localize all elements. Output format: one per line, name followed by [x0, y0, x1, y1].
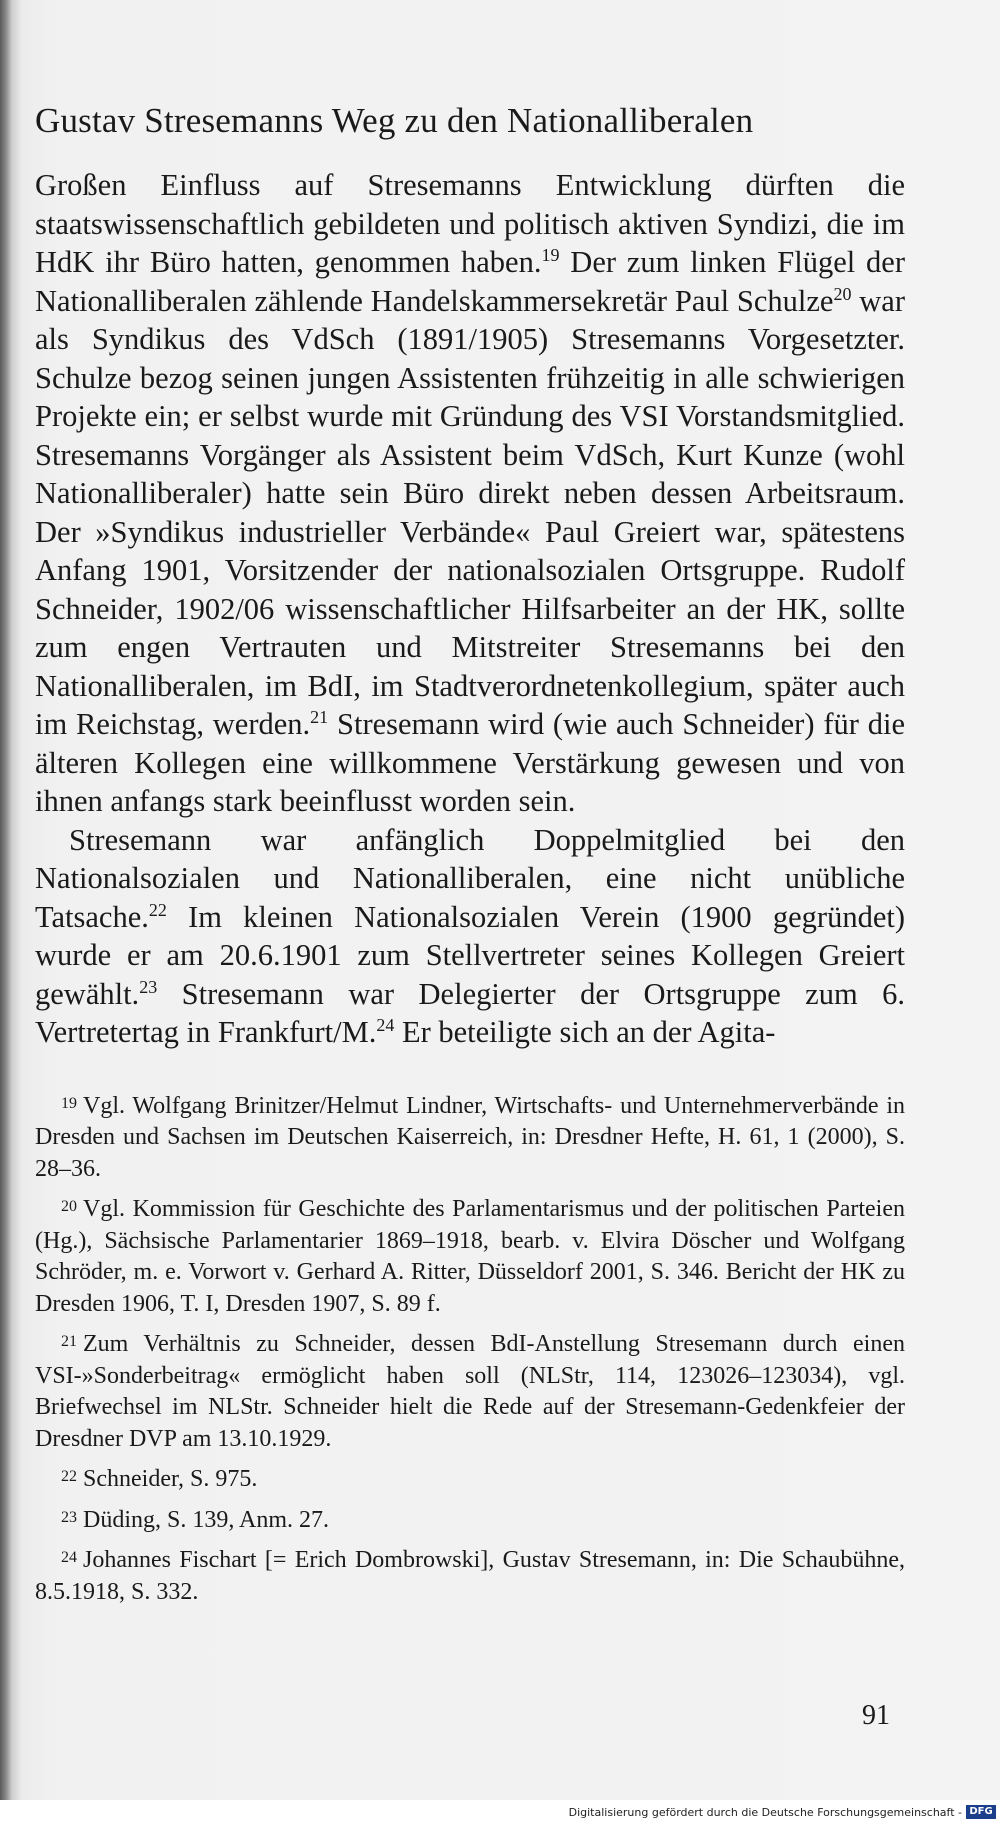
paragraph-text: Im kleinen Nationalsozialen Verein (1900 gegründet) wurde er am 20.6.1901 zum Stellvertreter seines Kollegen Greiert gewählt. — [35, 899, 905, 1011]
footnote-text: Düding, S. 139, Anm. 27. — [83, 1506, 330, 1533]
footnote-number: 20 — [61, 1198, 77, 1215]
digitization-note: Digitalisierung gefördert durch die Deutsche Forschungsgemeinschaft - — [568, 1806, 962, 1819]
footnote — [35, 1191, 905, 1320]
footnote-text: Vgl. Kommission für Geschichte des Parlamentarismus und der politischen Parteien (Hg.), Sächsische Parlamentarier 1869–1918, bearb. v. Elvira Döscher und Wolfgang Schröder, m. e. Vorwort v. Gerhard A. Ritter, Düsseldorf 2001, S. 346. Bericht der HK zu Dresden 1906, T. I, Dresden 1907, S. 89 f. — [35, 1196, 905, 1317]
footnote — [35, 1502, 905, 1537]
footnote-number: 19 — [61, 1094, 77, 1112]
paragraph-text: Großen Einfluss auf Stresemanns Entwicklung dürften die staatswissenschaftlich gebildeten und politisch aktiven Syndizi, die im HdK ihr Büro hatten, genommen haben. — [35, 168, 905, 279]
paragraph-text: Der zum linken Flügel der Nationalliberalen zählende Handelskammersekretär Paul Schulze — [35, 245, 905, 318]
footnote-marker: 21 — [310, 706, 329, 727]
footnote-number: 22 — [61, 1468, 77, 1485]
footnotes — [35, 1088, 905, 1609]
body-text — [35, 166, 905, 1052]
footnote-marker: 20 — [833, 283, 852, 304]
footnote-text: Johannes Fischart [= Erich Dombrowski], Gustav Stresemann, in: Die Schaubühne, 8.5.1918, S. 332. — [35, 1547, 905, 1605]
footnote — [35, 1461, 905, 1496]
paragraph — [35, 821, 905, 1052]
dfg-logo-icon: DFG — [966, 1805, 996, 1819]
footnote — [35, 1326, 905, 1455]
paragraph-text: Stresemann wird (wie auch Schneider) für die älteren Kollegen eine willkommene Verstärkung gewesen und von ihnen anfangs stark beeinflusst worden sein. — [35, 707, 905, 818]
section-heading: Gustav Stresemanns Weg zu den Nationalliberalen — [35, 101, 754, 140]
page-number: 91 — [862, 1700, 890, 1731]
paragraph — [35, 166, 905, 821]
paragraph-text: Er beteiligte sich an der Agita- — [394, 1015, 776, 1049]
footnote-text: Zum Verhältnis zu Schneider, dessen BdI-Anstellung Stresemann durch einen VSI-»Sonderbeitrag« ermöglicht haben soll (NLStr, 114, 123026–123034), vgl. Briefwechsel im NLStr. Schneider hielt die Rede auf der Stresemann-Gedenkfeier der Dresdner DVP am 13.10.1929. — [35, 1331, 905, 1452]
footnote-marker: 22 — [148, 899, 167, 920]
footnote-number: 23 — [61, 1508, 77, 1526]
footnote-marker: 24 — [376, 1014, 395, 1035]
footnote-text: Schneider, S. 975. — [83, 1466, 258, 1492]
footnote-number: 21 — [61, 1333, 77, 1350]
paragraph-text: war als Syndikus des VdSch (1891/1905) Stresemanns Vorgesetzter. Schulze bezog seinen jungen Assistenten frühzeitig in alle schwierigen Projekte ein; er selbst wurde mit Gründung des VSI Vorstandsmitglied. Stresemanns Vorgänger als Assistent beim VdSch, Kurt Kunze (wohl Nationalliberaler) hatte sein Büro direkt neben dessen Arbeitsraum. Der »Syndikus industrieller Verbände« Paul Greiert war, spätestens Anfang 1901, Vorsitzender der nationalsozialen Ortsgruppe. Rudolf Schneider, 1902/06 wissenschaftlicher Hilfsarbeiter an der HK, sollte zum engen Vertrauten und Mitstreiter Stresemanns bei den Nationalliberalen, im BdI, im Stadtverordnetenkollegium, später auch im Reichstag, werden. — [35, 283, 905, 741]
footnote-text: Vgl. Wolfgang Brinitzer/Helmut Lindner, Wirtschafts- und Unternehmerverbände in Dresden und Sachsen im Deutschen Kaiserreich, in: Dresdner Hefte, H. 61, 1 (2000), S. 28–36. — [35, 1092, 905, 1182]
paragraph-text: Stresemann war Delegierter der Ortsgruppe zum 6. Vertretertag in Frankfurt/M. — [35, 976, 905, 1049]
footnote-marker: 23 — [139, 976, 158, 997]
paragraph-text: Stresemann war anfänglich Doppelmitglied bei den Nationalsozialen und Nationalliberalen, eine nicht unübliche Tatsache. — [35, 822, 905, 934]
page-content — [35, 100, 905, 1614]
footnote-number: 24 — [61, 1549, 77, 1566]
footnote — [35, 1088, 905, 1186]
footnote-marker: 19 — [541, 244, 560, 265]
footnote — [35, 1542, 905, 1608]
digitization-footer — [0, 1800, 1000, 1828]
